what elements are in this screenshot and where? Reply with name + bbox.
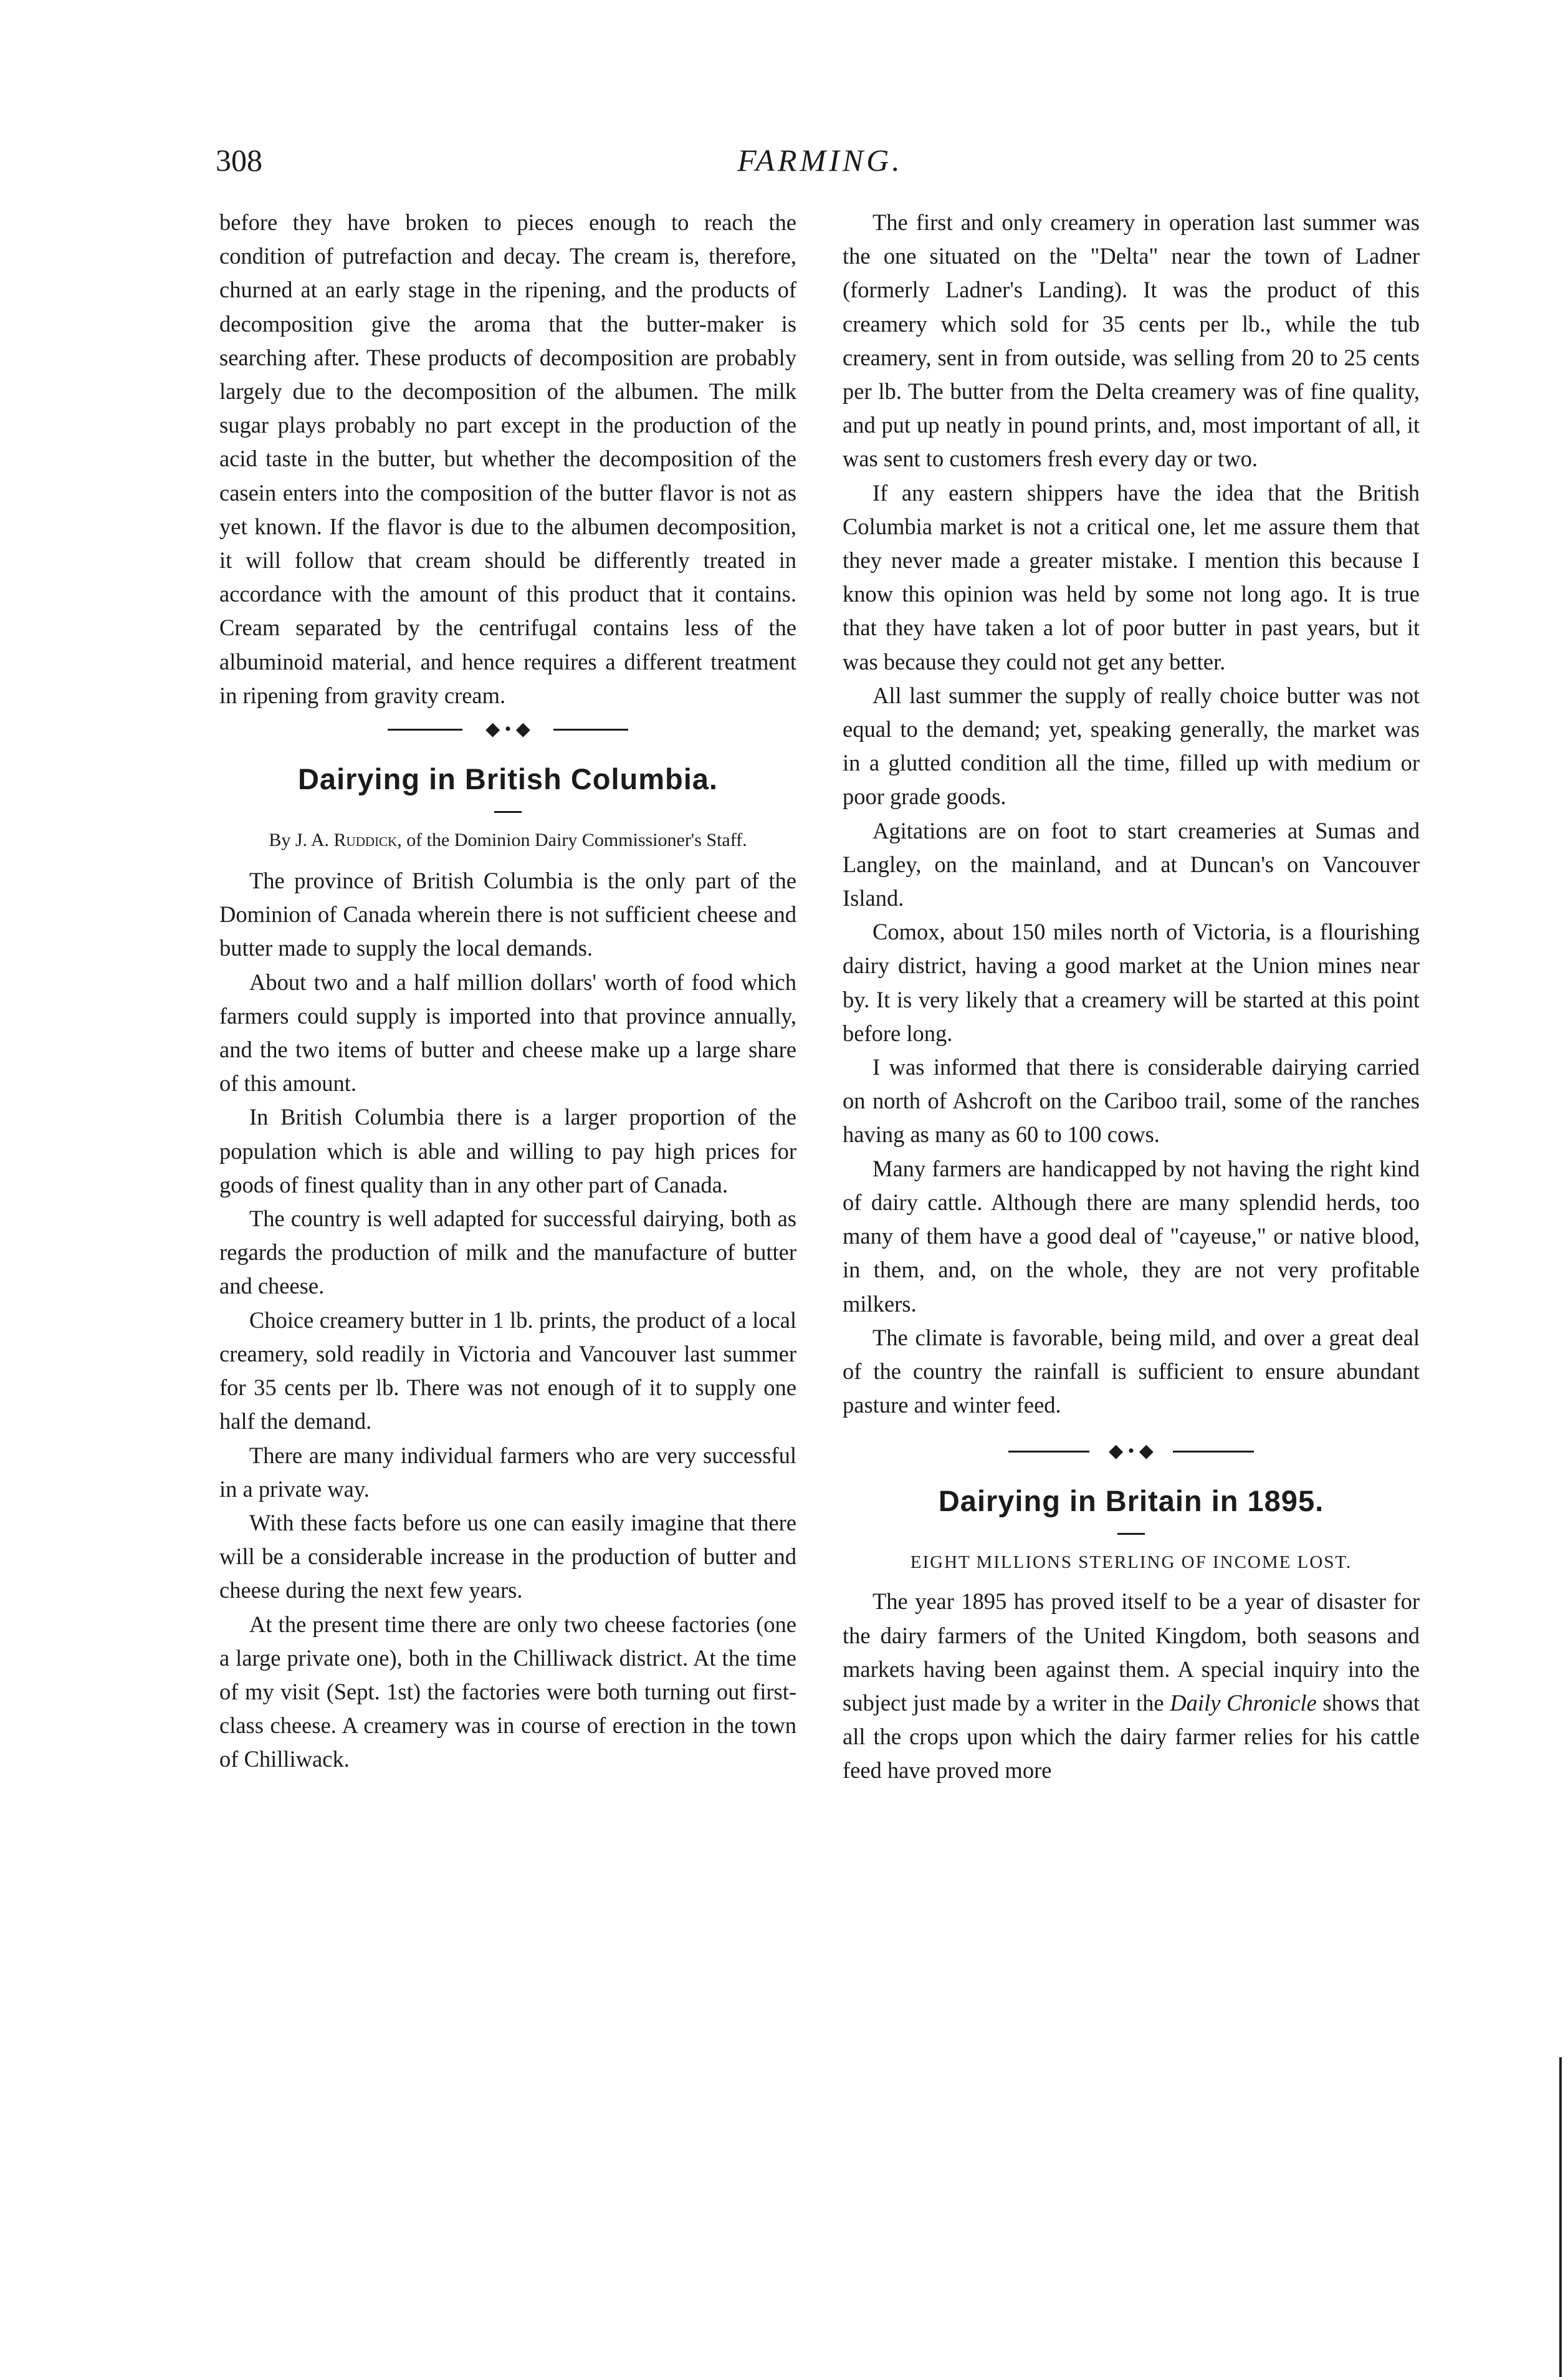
paragraph: About two and a half million dollars' worth of food which farmers could supply is imported into that province annually, and the two items of butter and cheese make up a large share of this amount. <box>219 969 796 1097</box>
article-title-british-columbia: Dairying in British Columbia. <box>297 762 718 796</box>
page-number: 308 <box>216 143 262 178</box>
paragraph: In British Columbia there is a larger proportion of the population which is able and willing to pay high prices for goods of finest quality than in any other part of Canada. <box>219 1104 796 1198</box>
title-rule <box>494 811 522 813</box>
paragraph <box>843 1585 1420 1787</box>
paragraph: Agitations are on foot to start creameries at Sumas and Langley, on the mainland, and at Duncan's on Vancouver Island. <box>843 817 1420 911</box>
running-head: FARMING. <box>737 143 903 178</box>
paragraph: I was informed that there is considerable dairying carried on north of Ashcroft on the Cariboo trail, some of the ranches having as many as 60 to 100 cows. <box>843 1054 1420 1148</box>
article-subheading: EIGHT MILLIONS STERLING OF INCOME LOST. <box>910 1552 1352 1573</box>
paragraph: Comox, about 150 miles north of Victoria, is a flourishing dairy district, having a good market at the Union mines near by. It is very likely that a creamery will be started at this point before long. <box>843 919 1420 1046</box>
paragraph: Choice creamery butter in 1 lb. prints, the product of a local creamery, sold readily in Victoria and Vancouver last summer for 35 cents per lb. There was not enough of it to supply one half the demand. <box>219 1307 796 1434</box>
paragraph: With these facts before us one can easily imagine that there will be a considerable increase in the production of butter and cheese during the next few years. <box>219 1509 796 1603</box>
paragraph: The country is well adapted for successful dairying, both as regards the production of milk and the manufacture of butter and cheese. <box>219 1206 796 1299</box>
newspaper-title: Daily Chronicle <box>1170 1689 1317 1716</box>
section-separator <box>219 713 796 746</box>
byline-author: Ruddick <box>333 830 398 851</box>
continued-paragraph: before they have broken to pieces enough to reach the condition of putrefaction and decay. The cream is, therefore, churned at an early stage in the ripening, and the products of decomposition give the aroma that the butter-maker is searching after. These products of decomposition are probably largely due to the decomposition of the albumen. The milk sugar plays probably no part except in the production of the acid taste in the butter, but whether the decomposition of the casein enters into the composition of the butter flavor is not as yet known. If the flavor is due to the albumen decomposition, it will follow that cream should be differently treated in accordance with the amount of this product that it contains. Cream separated by the centrifugal contains less of the albuminoid material, and hence requires a different treatment in ripening from gravity cream. <box>219 209 796 708</box>
right-column <box>843 206 1420 1788</box>
paragraph: Many farmers are handicapped by not having the right kind of dairy cattle. Although there are many splendid herds, too many of them have a good deal of "cayeuse," or native blood, in them, and, on the whole, they are not very profitable milkers. <box>843 1155 1420 1317</box>
paragraph: The province of British Columbia is the only part of the Dominion of Canada wherein there is not sufficient cheese and butter made to supply the local demands. <box>219 868 796 961</box>
section-separator <box>843 1434 1420 1468</box>
article-title-britain-1895: Dairying in Britain in 1895. <box>938 1484 1324 1518</box>
paragraph: If any eastern shippers have the idea that the British Columbia market is not a critical one, let me assure them that they never made a greater mistake. I mention this because I know this opinion was held by some not long ago. It is true that they have taken a lot of poor butter in past years, but it was because they could not get any better. <box>843 479 1420 675</box>
separator-ornament: ◆ • ◆ <box>482 719 534 739</box>
paragraph: The climate is favorable, being mild, and over a great deal of the country the rainfall is sufficient to ensure abundant pasture and winter feed. <box>843 1324 1420 1418</box>
page-edge-line <box>1559 2057 1562 2377</box>
title-rule <box>1117 1533 1145 1535</box>
separator-ornament: ◆ • ◆ <box>1105 1441 1157 1461</box>
paragraph-text: shows that all the crops upon which the dairy farmer relies for his cattle feed have proved more <box>843 1689 1420 1784</box>
left-column <box>219 206 796 1777</box>
page-header <box>216 142 1425 192</box>
paragraph: All last summer the supply of really choice butter was not equal to the demand; yet, speaking generally, the market was in a glutted condition all the time, filled up with medium or poor grade goods. <box>843 682 1420 810</box>
paragraph-text: The year 1895 has proved itself to be a year of disaster for the dairy farmers of the United Kingdom, both seasons and markets having been against them. A special inquiry into the subject just made by a writer in the <box>843 1588 1420 1716</box>
paragraph: At the present time there are only two cheese factories (one a large private one), both in the Chilliwack district. At the time of my visit (Sept. 1st) the factories were both turning out first-class cheese. A creamery was in course of erection in the town of Chilliwack. <box>219 1611 796 1772</box>
paragraph: There are many individual farmers who are very successful in a private way. <box>219 1442 796 1502</box>
byline-prefix: By J. A. <box>269 830 334 851</box>
byline <box>219 827 796 854</box>
byline-affiliation: , of the Dominion Dairy Commissioner's Staff. <box>397 830 747 851</box>
paragraph: The first and only creamery in operation last summer was the one situated on the "Delta" near the town of Ladner (formerly Ladner's Landing). It was the product of this creamery which sold for 35 cents per lb., while the tub creamery, sent in from outside, was selling from 20 to 25 cents per lb. The butter from the Delta creamery was of fine quality, and put up neatly in pound prints, and, most important of all, it was sent to customers fresh every day or two. <box>843 209 1420 472</box>
